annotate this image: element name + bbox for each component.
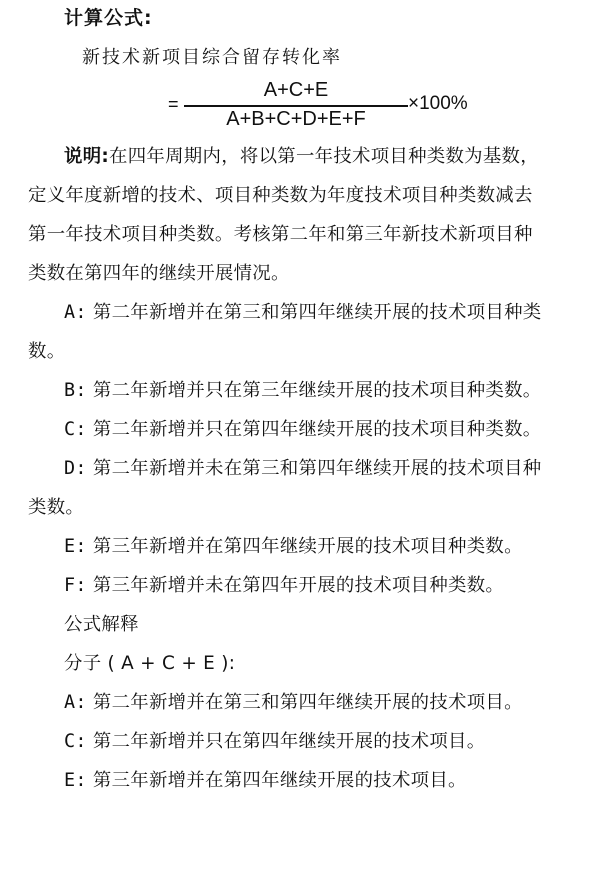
interpretation-title: 公式解释: [64, 614, 139, 635]
interpretation-item: [28, 761, 550, 800]
document-body: [28, 137, 550, 800]
section-heading: 计算公式:: [64, 7, 153, 29]
definition-item: [28, 371, 550, 410]
definition-item: [28, 293, 550, 371]
numerator-title: 分子 ( A + C + E ):: [64, 653, 236, 674]
definition-text: 第二年新增并在第三和第四年继续开展的技术项目种类数。: [28, 302, 542, 362]
definition-text: 第二年新增并未在第三和第四年继续开展的技术项目种类数。: [28, 458, 542, 518]
definition-text: 第三年新增并未在第四年开展的技术项目种类数。: [92, 575, 505, 596]
formula-label: 新技术新项目综合留存转化率: [82, 47, 342, 68]
interpretation-text: 第二年新增并在第三和第四年继续开展的技术项目。: [92, 692, 523, 713]
interpretation-key: A:: [64, 692, 87, 713]
interpretation-text: 第三年新增并在第四年继续开展的技术项目。: [92, 770, 467, 791]
formula-numerator: A+C+E: [263, 79, 329, 101]
definition-text: 第二年新增并只在第四年继续开展的技术项目种类数。: [92, 419, 542, 440]
definition-key: D:: [64, 458, 87, 479]
definition-item: [28, 566, 550, 605]
definition-key: F:: [64, 575, 87, 596]
definition-key: E:: [64, 536, 87, 557]
interpretation-key: E:: [64, 770, 87, 791]
formula-multiplier: ×100%: [408, 93, 468, 114]
explanation-text: 在四年周期内，将以第一年技术项目种类数为基数，定义年度新增的技术、项目种类数为年度技术项目种类数减去第一年技术项目种类数。考核第二年和第三年新技术新项目种类数在第四年的继续开展情况。: [28, 146, 539, 284]
explanation-paragraph: [28, 137, 550, 293]
interpretation-item: [28, 722, 550, 761]
formula-equals: =: [168, 94, 179, 114]
formula-denominator: A+B+C+D+E+F: [226, 108, 366, 130]
explanation-label: 说明:: [64, 146, 110, 167]
definition-key: A:: [64, 302, 87, 323]
interpretation-text: 第二年新增并只在第四年继续开展的技术项目。: [92, 731, 486, 752]
formula: [168, 78, 498, 132]
definition-text: 第三年新增并在第四年继续开展的技术项目种类数。: [92, 536, 523, 557]
definition-key: C:: [64, 419, 87, 440]
interpretation-item: [28, 683, 550, 722]
definition-text: 第二年新增并只在第三年继续开展的技术项目种类数。: [92, 380, 542, 401]
interpretation-key: C:: [64, 731, 87, 752]
definition-item: [28, 449, 550, 527]
definition-item: [28, 410, 550, 449]
definition-item: [28, 527, 550, 566]
definition-key: B:: [64, 380, 87, 401]
